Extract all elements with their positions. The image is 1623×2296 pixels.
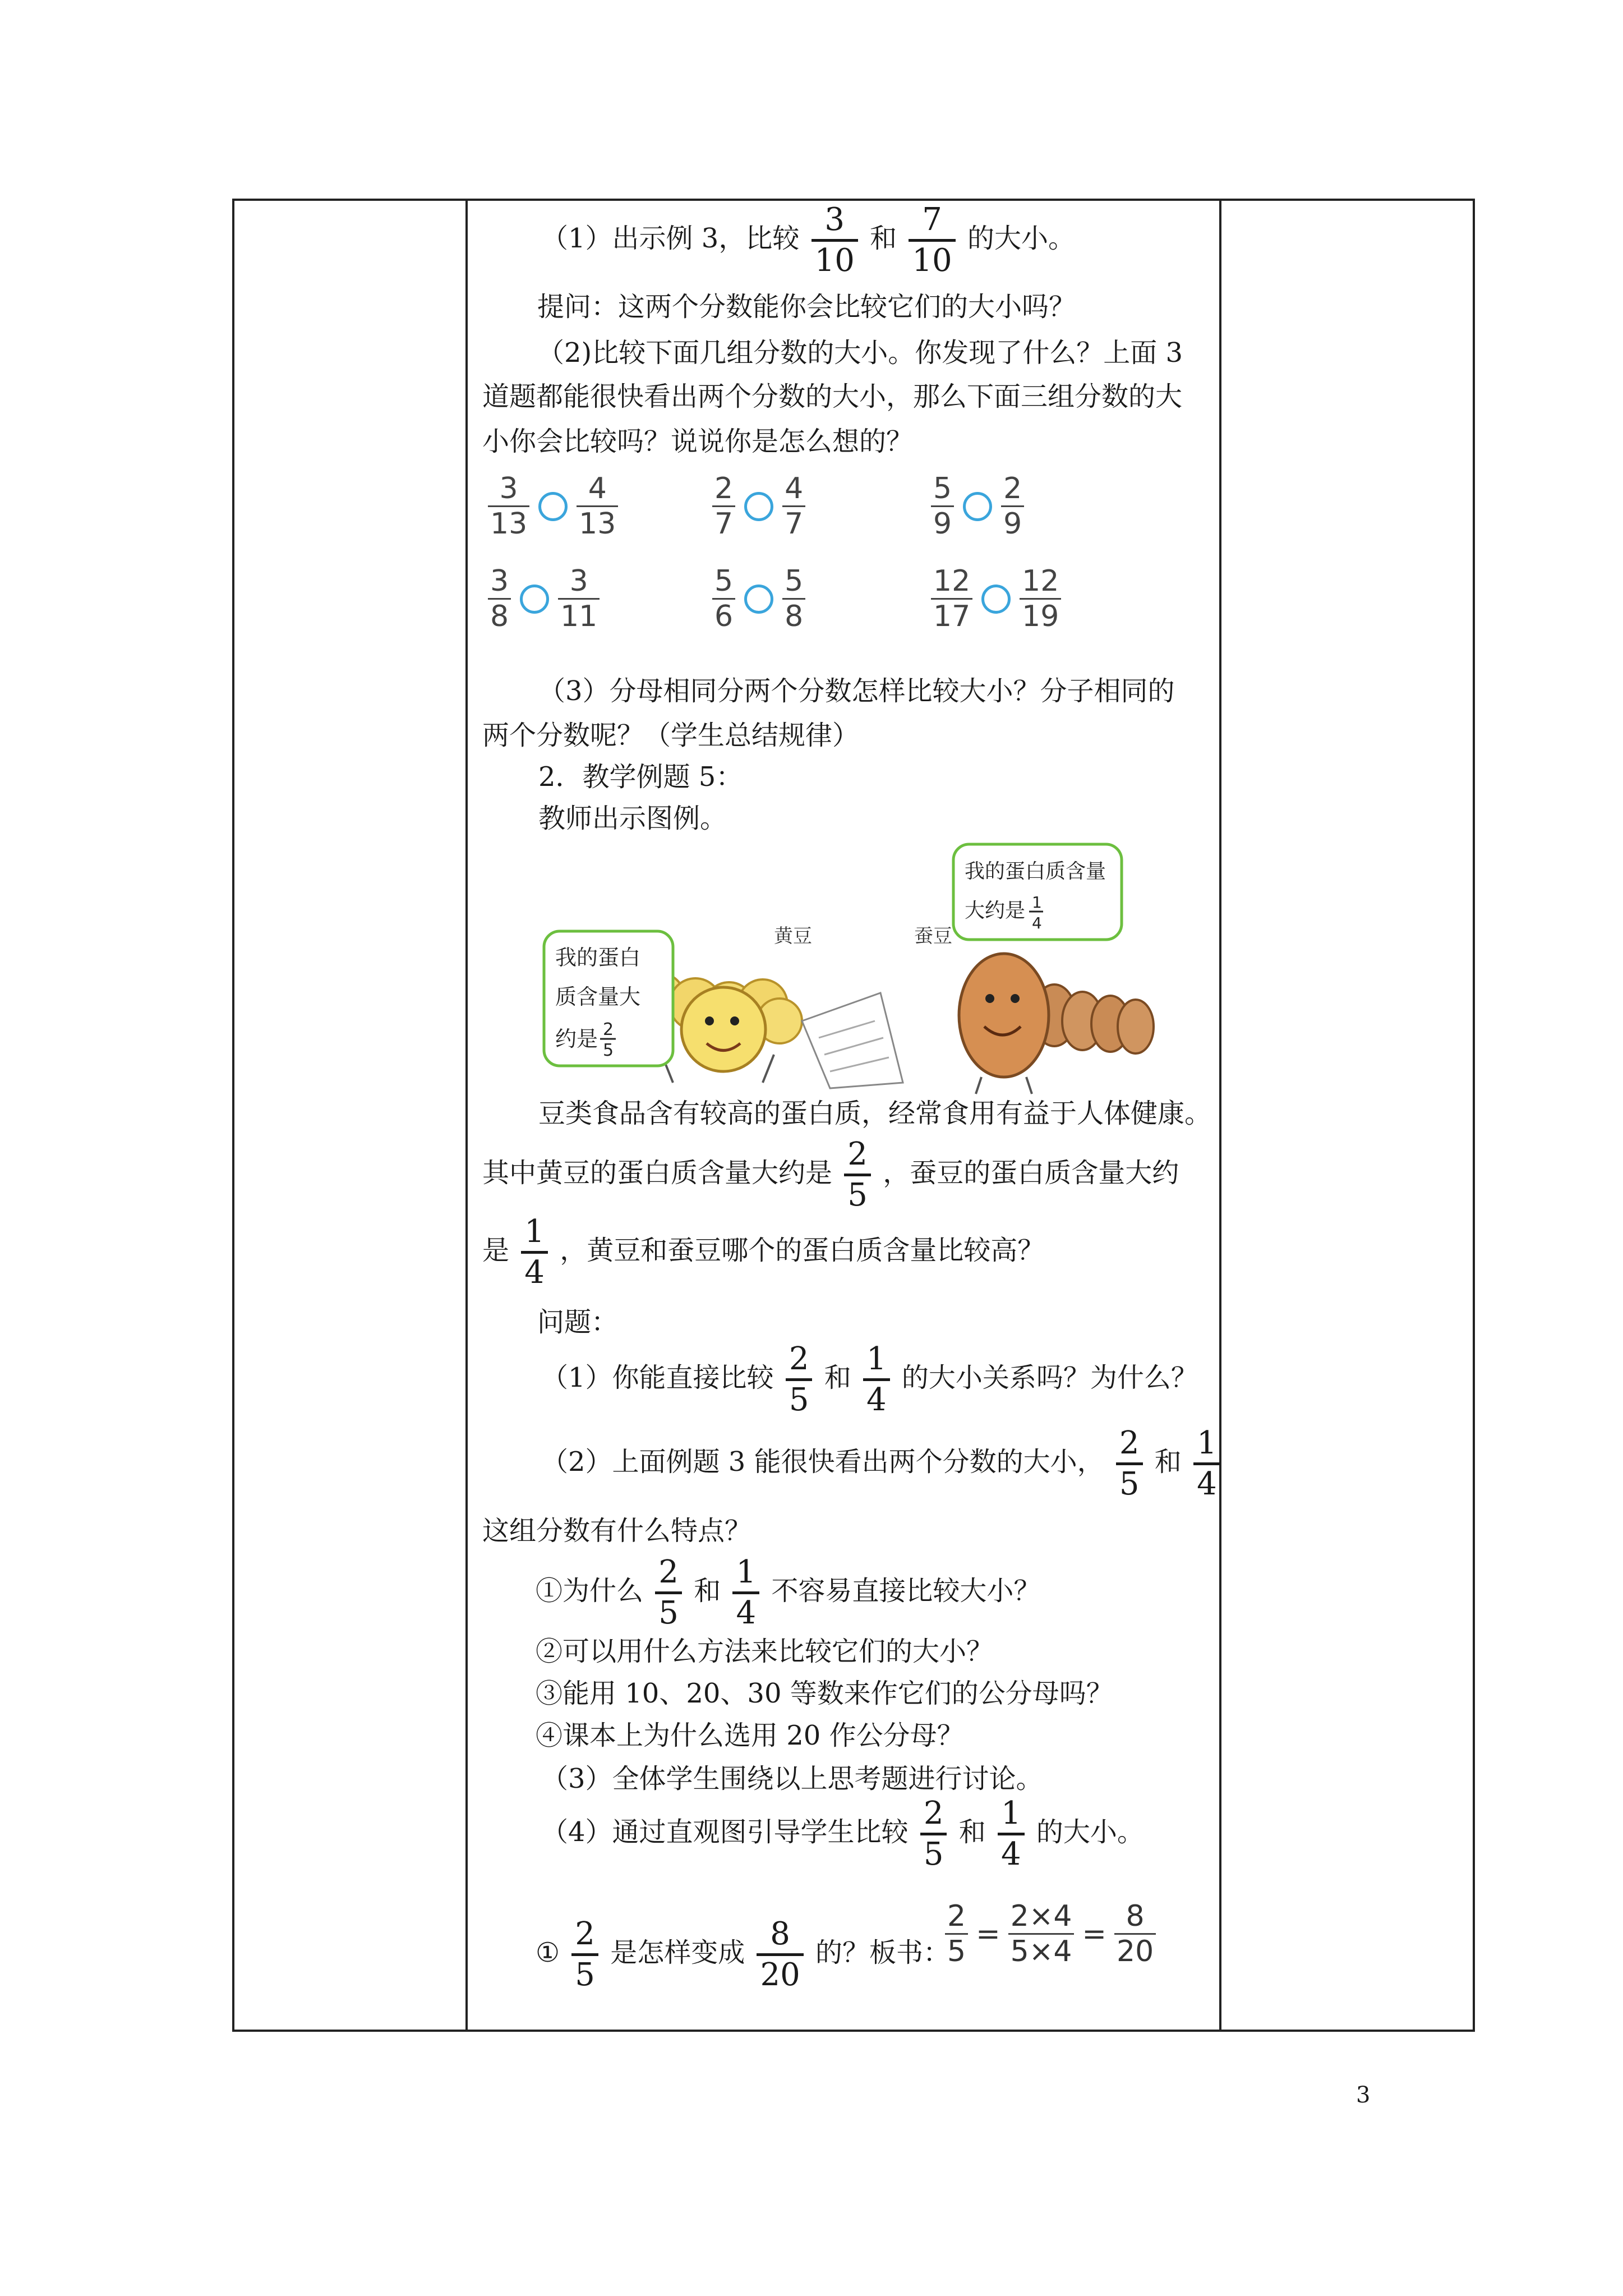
text: 其中黄豆的蛋白质含量大约是	[482, 1157, 833, 1189]
grid-fraction: 2 7	[712, 474, 735, 539]
beans-illustration	[538, 836, 1161, 1099]
compare-pair	[712, 564, 805, 633]
section-heading: 2．教学例题 5：	[538, 761, 743, 793]
compare-circle[interactable]	[520, 585, 549, 614]
grid-fraction: 5 9	[931, 474, 954, 539]
column-divider-1	[465, 199, 468, 2032]
fraction-2-5: $\frac{2}{5}$	[920, 1798, 947, 1870]
compare-pair	[712, 474, 805, 539]
table-left-border	[232, 199, 234, 2032]
grid-fraction: 3 8	[488, 567, 511, 631]
subquestion-line	[536, 1554, 1041, 1631]
grid-fraction: 4 7	[782, 474, 805, 539]
text: 的？板书：	[815, 1937, 951, 1968]
fraction-8-20: $\frac{8}{20}$	[757, 1918, 803, 1991]
paragraph-line	[541, 1795, 1144, 1872]
fraction-1-4: $\frac{1}{4}$	[998, 1798, 1025, 1870]
fraction-1-4: $\frac{1}{4}$	[1193, 1428, 1220, 1500]
text: 是	[482, 1235, 510, 1266]
grid-fraction: 12 19	[1020, 567, 1061, 631]
example3-line	[541, 201, 1075, 279]
text: ①为什么	[536, 1575, 644, 1607]
text: （1）出示例 3，比较	[541, 223, 800, 254]
text: 不容易直接比较大小？	[771, 1575, 1041, 1607]
paragraph-line: 问题：	[537, 1306, 619, 1338]
bubble-text: 我的蛋白	[555, 945, 641, 970]
grid-fraction: 4 13	[577, 474, 618, 539]
bubble-text: 约是	[555, 1027, 598, 1051]
compare-pair	[931, 564, 1061, 633]
fraction-2-5: $\frac{2}{5}$	[571, 1918, 598, 1991]
fraction-1-4: $\frac{1}{4}$	[732, 1557, 759, 1629]
fraction-2-5: $\frac{2}{5}$	[844, 1139, 871, 1211]
paragraph-line	[482, 1213, 1045, 1291]
question-1-line	[541, 1343, 1198, 1416]
fraction-2-5: $\frac{2}{5}$	[786, 1343, 813, 1416]
label-broad-bean: 蚕豆	[914, 925, 952, 947]
grid-fraction: 3 13	[488, 474, 529, 539]
text: 是怎样变成	[610, 1937, 745, 1968]
text: （1）你能直接比较	[541, 1362, 774, 1393]
fraction-2-5: $\frac{2}{5}$	[655, 1557, 682, 1629]
page-number: 3	[1356, 2082, 1371, 2108]
equals-sign: =	[1082, 1917, 1106, 1951]
subquestion-line: ③能用 10、20、30 等数来作它们的公分母吗？	[536, 1678, 1113, 1709]
bubble-text: 大约是	[965, 899, 1026, 922]
eq-fraction: $\frac{8}{20}$	[1114, 1902, 1156, 1966]
text: 和	[694, 1575, 721, 1607]
grid-fraction: 2 9	[1001, 474, 1024, 539]
table-right-border	[1473, 199, 1475, 2032]
paragraph-line: 道题都能很快看出两个分数的大小，那么下面三组分数的大	[482, 381, 1183, 412]
table-top-border	[232, 199, 1475, 201]
bubble-frac-den: 5	[603, 1041, 614, 1060]
label-soybean: 黄豆	[774, 925, 812, 947]
question-2-line	[541, 1425, 1224, 1502]
eq-fraction: $\frac{2}{5}$	[945, 1902, 968, 1966]
grid-fraction: 5 8	[782, 567, 805, 631]
text: 和	[870, 223, 897, 254]
compare-circle[interactable]	[744, 585, 773, 614]
text: 的大小。	[1036, 1816, 1144, 1848]
text: 和	[958, 1816, 986, 1848]
fraction-7-10: $\frac{7}{10}$	[909, 204, 955, 277]
compare-pair	[931, 474, 1024, 539]
fraction-1-4: $\frac{1}{4}$	[521, 1216, 548, 1289]
column-divider-2	[1219, 199, 1221, 2032]
paragraph-line: 豆类食品含有较高的蛋白质，经常食用有益于人体健康。	[538, 1098, 1212, 1129]
compare-circle[interactable]	[744, 492, 773, 521]
paragraph-line: 小你会比较吗？说说你是怎么想的？	[482, 426, 914, 457]
text: ，蚕豆的蛋白质含量大约	[883, 1157, 1179, 1189]
paragraph-line: （2)比较下面几组分数的大小。你发现了什么？上面 3	[537, 337, 1183, 369]
text: （2）上面例题 3 能很快看出两个分数的大小，	[541, 1446, 1104, 1478]
compare-circle[interactable]	[538, 492, 568, 521]
fraction-3-10: $\frac{3}{10}$	[811, 204, 858, 277]
fraction-2-5: $\frac{2}{5}$	[1116, 1428, 1143, 1500]
fraction-compare-grid	[488, 474, 1105, 642]
broad-bean-group	[959, 954, 1154, 1094]
grid-fraction: 3 11	[558, 567, 600, 631]
grid-fraction: 5 6	[712, 567, 735, 631]
text: 和	[1154, 1446, 1182, 1478]
paragraph-line: 教师出示图例。	[538, 803, 727, 834]
grid-fraction: 12 17	[931, 567, 972, 631]
compare-pair	[488, 474, 618, 539]
question-line: 提问：这两个分数能你会比较它们的大小吗？	[537, 291, 1076, 323]
subquestion-line: ④课本上为什么选用 20 作公分母？	[536, 1720, 964, 1751]
bubble-frac-num: 1	[1032, 893, 1042, 912]
bubble-text: 我的蛋白质含量	[965, 860, 1106, 883]
subquestion-line: ②可以用什么方法来比较它们的大小？	[536, 1636, 994, 1667]
text: （4）通过直观图引导学生比较	[541, 1816, 909, 1848]
paragraph-line: 两个分数呢？（学生总结规律）	[482, 720, 860, 751]
table-bottom-border	[232, 2030, 1475, 2032]
paragraph-line: （3）全体学生围绕以上思考题进行讨论。	[541, 1763, 1043, 1795]
text: 和	[824, 1362, 851, 1393]
text: ①	[536, 1937, 560, 1968]
compare-circle[interactable]	[963, 492, 992, 521]
eq-fraction: $\frac{2\times 4}{5\times 4}$	[1008, 1902, 1075, 1966]
bubble-frac-num: 2	[603, 1020, 614, 1039]
bubble-frac-den: 4	[1032, 914, 1042, 932]
bubble-text: 质含量大	[555, 984, 641, 1009]
paragraph-line: 这组分数有什么特点？	[482, 1515, 752, 1547]
equals-sign: =	[976, 1917, 1000, 1951]
text: 的大小关系吗？为什么？	[901, 1362, 1198, 1393]
text: ，黄豆和蚕豆哪个的蛋白质含量比较高？	[560, 1235, 1045, 1266]
paragraph-line	[482, 1136, 1179, 1213]
compare-pair	[488, 564, 600, 633]
text: 的大小。	[967, 223, 1075, 254]
paragraph-line	[536, 1918, 950, 1991]
paragraph-line: （3）分母相同分两个分数怎样比较大小？分子相同的	[538, 675, 1175, 707]
fraction-1-4: $\frac{1}{4}$	[863, 1343, 890, 1416]
board-equation	[945, 1899, 1156, 1968]
compare-circle[interactable]	[981, 585, 1011, 614]
